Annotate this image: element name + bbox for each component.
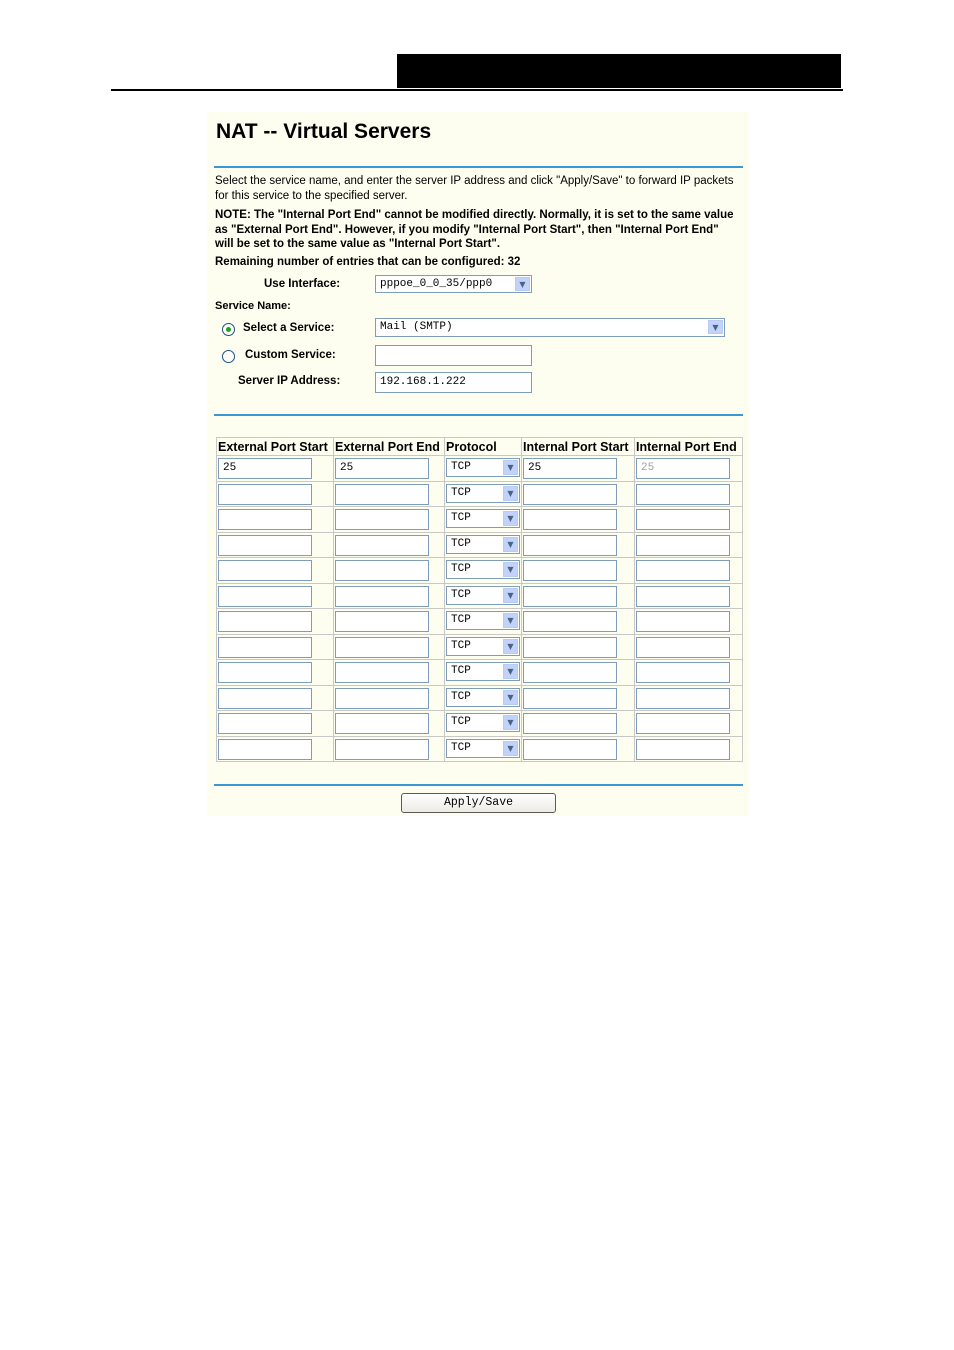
external-port-end-input[interactable] xyxy=(335,662,429,683)
table-header-row xyxy=(217,438,743,456)
table-row xyxy=(217,736,743,762)
use-interface-label: Use Interface: xyxy=(264,278,341,290)
external-port-start-input[interactable] xyxy=(218,662,312,683)
table-row xyxy=(217,660,743,686)
external-port-end-input[interactable] xyxy=(335,688,429,709)
external-port-start-input[interactable] xyxy=(218,611,312,632)
table-row xyxy=(217,532,743,558)
internal-port-end-input xyxy=(636,586,730,607)
protocol-select[interactable] xyxy=(446,535,520,554)
chevron-down-icon: ▼ xyxy=(503,715,518,730)
remaining-entries: Remaining number of entries that can be configured: 32 xyxy=(215,256,521,268)
chevron-down-icon: ▼ xyxy=(503,486,518,501)
external-port-end-input[interactable] xyxy=(335,611,429,632)
external-port-end-input[interactable] xyxy=(335,713,429,734)
chevron-down-icon: ▼ xyxy=(503,613,518,628)
external-port-start-input[interactable] xyxy=(218,739,312,760)
external-port-start-input[interactable]: 25 xyxy=(218,458,312,479)
protocol-value: TCP xyxy=(451,461,471,473)
internal-port-start-input[interactable] xyxy=(523,509,617,530)
external-port-start-input[interactable] xyxy=(218,560,312,581)
select-service-radio[interactable] xyxy=(222,323,235,336)
internal-port-end-input xyxy=(636,637,730,658)
protocol-select[interactable] xyxy=(446,611,520,630)
internal-port-start-input[interactable] xyxy=(523,637,617,658)
internal-port-end-input xyxy=(636,739,730,760)
chevron-down-icon: ▼ xyxy=(503,460,518,475)
port-mapping-table xyxy=(216,437,743,762)
table-row xyxy=(217,481,743,507)
external-port-start-input[interactable] xyxy=(218,484,312,505)
use-interface-select[interactable] xyxy=(375,275,532,293)
server-ip-input[interactable]: 192.168.1.222 xyxy=(375,372,532,393)
external-port-end-input[interactable] xyxy=(335,637,429,658)
internal-port-start-input[interactable] xyxy=(523,739,617,760)
internal-port-start-input[interactable] xyxy=(523,688,617,709)
external-port-end-input[interactable] xyxy=(335,560,429,581)
table-row xyxy=(217,558,743,584)
external-port-start-input[interactable] xyxy=(218,509,312,530)
table-row xyxy=(217,456,743,482)
internal-port-start-input[interactable] xyxy=(523,662,617,683)
service-name-label: Service Name: xyxy=(215,300,291,312)
external-port-end-input[interactable] xyxy=(335,535,429,556)
select-service-label: Select a Service: xyxy=(243,322,335,334)
select-service-dropdown[interactable] xyxy=(375,318,725,337)
internal-port-end-input xyxy=(636,713,730,734)
internal-port-end-input xyxy=(636,560,730,581)
protocol-select[interactable] xyxy=(446,662,520,681)
chevron-down-icon: ▼ xyxy=(503,511,518,526)
internal-port-start-input[interactable] xyxy=(523,484,617,505)
internal-port-start-input[interactable] xyxy=(523,560,617,581)
internal-port-end-input xyxy=(636,688,730,709)
internal-port-end-input xyxy=(636,611,730,632)
protocol-select[interactable] xyxy=(446,688,520,707)
page-note: NOTE: The "Internal Port End" cannot be modified directly. Normally, it is set to the same value as "External Port End". However, if you modify "Internal Port Start", then "Internal Port End" will be set to the same value as "Internal Port Start". xyxy=(215,209,734,250)
header-protocol: Protocol xyxy=(445,438,522,456)
internal-port-end-input xyxy=(636,535,730,556)
divider-bottom xyxy=(214,784,743,786)
protocol-value: TCP xyxy=(451,741,471,754)
page-description: Select the service name, and enter the server IP address and click "Apply/Save" to forward IP packets for this service to the specified server. xyxy=(215,175,734,202)
protocol-select[interactable] xyxy=(446,458,520,477)
internal-port-end-input xyxy=(636,662,730,683)
protocol-value: TCP xyxy=(451,716,471,728)
protocol-value: TCP xyxy=(451,537,471,550)
external-port-end-input[interactable] xyxy=(335,484,429,505)
protocol-value: TCP xyxy=(451,639,471,652)
document-header-bar xyxy=(397,54,841,88)
protocol-value: TCP xyxy=(451,563,471,575)
divider-middle xyxy=(214,414,743,416)
table-row xyxy=(217,609,743,635)
external-port-start-input[interactable] xyxy=(218,688,312,709)
protocol-select[interactable] xyxy=(446,509,520,528)
external-port-start-input[interactable] xyxy=(218,713,312,734)
protocol-value: TCP xyxy=(451,588,471,601)
protocol-value: TCP xyxy=(451,614,471,626)
external-port-end-input[interactable]: 25 xyxy=(335,458,429,479)
internal-port-end-input: 25 xyxy=(636,458,730,479)
header-internal-port-start: Internal Port Start xyxy=(522,438,635,456)
internal-port-start-input[interactable]: 25 xyxy=(523,458,617,479)
external-port-start-input[interactable] xyxy=(218,535,312,556)
internal-port-start-input[interactable] xyxy=(523,535,617,556)
table-row xyxy=(217,634,743,660)
server-ip-label: Server IP Address: xyxy=(238,375,341,387)
protocol-value: TCP xyxy=(451,512,471,524)
internal-port-start-input[interactable] xyxy=(523,713,617,734)
divider-top xyxy=(214,166,743,168)
protocol-value: TCP xyxy=(451,486,471,499)
protocol-select[interactable] xyxy=(446,560,520,579)
select-service-value: Mail (SMTP) xyxy=(380,321,453,333)
external-port-end-input[interactable] xyxy=(335,509,429,530)
chevron-down-icon: ▼ xyxy=(503,537,518,552)
internal-port-end-input xyxy=(636,509,730,530)
header-internal-port-end: Internal Port End xyxy=(635,438,743,456)
chevron-down-icon: ▼ xyxy=(503,741,518,756)
chevron-down-icon: ▼ xyxy=(503,639,518,654)
apply-save-button[interactable]: Apply/Save xyxy=(401,793,556,813)
page-title: NAT -- Virtual Servers xyxy=(216,120,432,143)
protocol-select[interactable] xyxy=(446,713,520,732)
table-row xyxy=(217,685,743,711)
header-external-port-start: External Port Start xyxy=(217,438,334,456)
protocol-select[interactable] xyxy=(446,484,520,503)
protocol-value: TCP xyxy=(451,665,471,677)
custom-service-input[interactable] xyxy=(375,345,532,366)
chevron-down-icon: ▼ xyxy=(503,664,518,679)
use-interface-value: pppoe_0_0_35/ppp0 xyxy=(380,278,493,290)
table-row xyxy=(217,711,743,737)
virtual-servers-panel xyxy=(207,112,749,816)
chevron-down-icon: ▼ xyxy=(503,562,518,577)
internal-port-end-input xyxy=(636,484,730,505)
internal-port-start-input[interactable] xyxy=(523,586,617,607)
chevron-down-icon: ▼ xyxy=(515,277,530,291)
protocol-select[interactable] xyxy=(446,586,520,605)
protocol-value: TCP xyxy=(451,690,471,703)
header-external-port-end: External Port End xyxy=(334,438,445,456)
external-port-end-input[interactable] xyxy=(335,586,429,607)
protocol-select[interactable] xyxy=(446,637,520,656)
table-row xyxy=(217,583,743,609)
chevron-down-icon: ▼ xyxy=(503,588,518,603)
custom-service-label: Custom Service: xyxy=(245,349,336,361)
protocol-select[interactable] xyxy=(446,739,520,758)
document-header-rule xyxy=(111,89,843,91)
external-port-start-input[interactable] xyxy=(218,586,312,607)
external-port-start-input[interactable] xyxy=(218,637,312,658)
internal-port-start-input[interactable] xyxy=(523,611,617,632)
chevron-down-icon: ▼ xyxy=(708,320,723,334)
chevron-down-icon: ▼ xyxy=(503,690,518,705)
table-row xyxy=(217,507,743,533)
external-port-end-input[interactable] xyxy=(335,739,429,760)
custom-service-radio[interactable] xyxy=(222,350,235,363)
